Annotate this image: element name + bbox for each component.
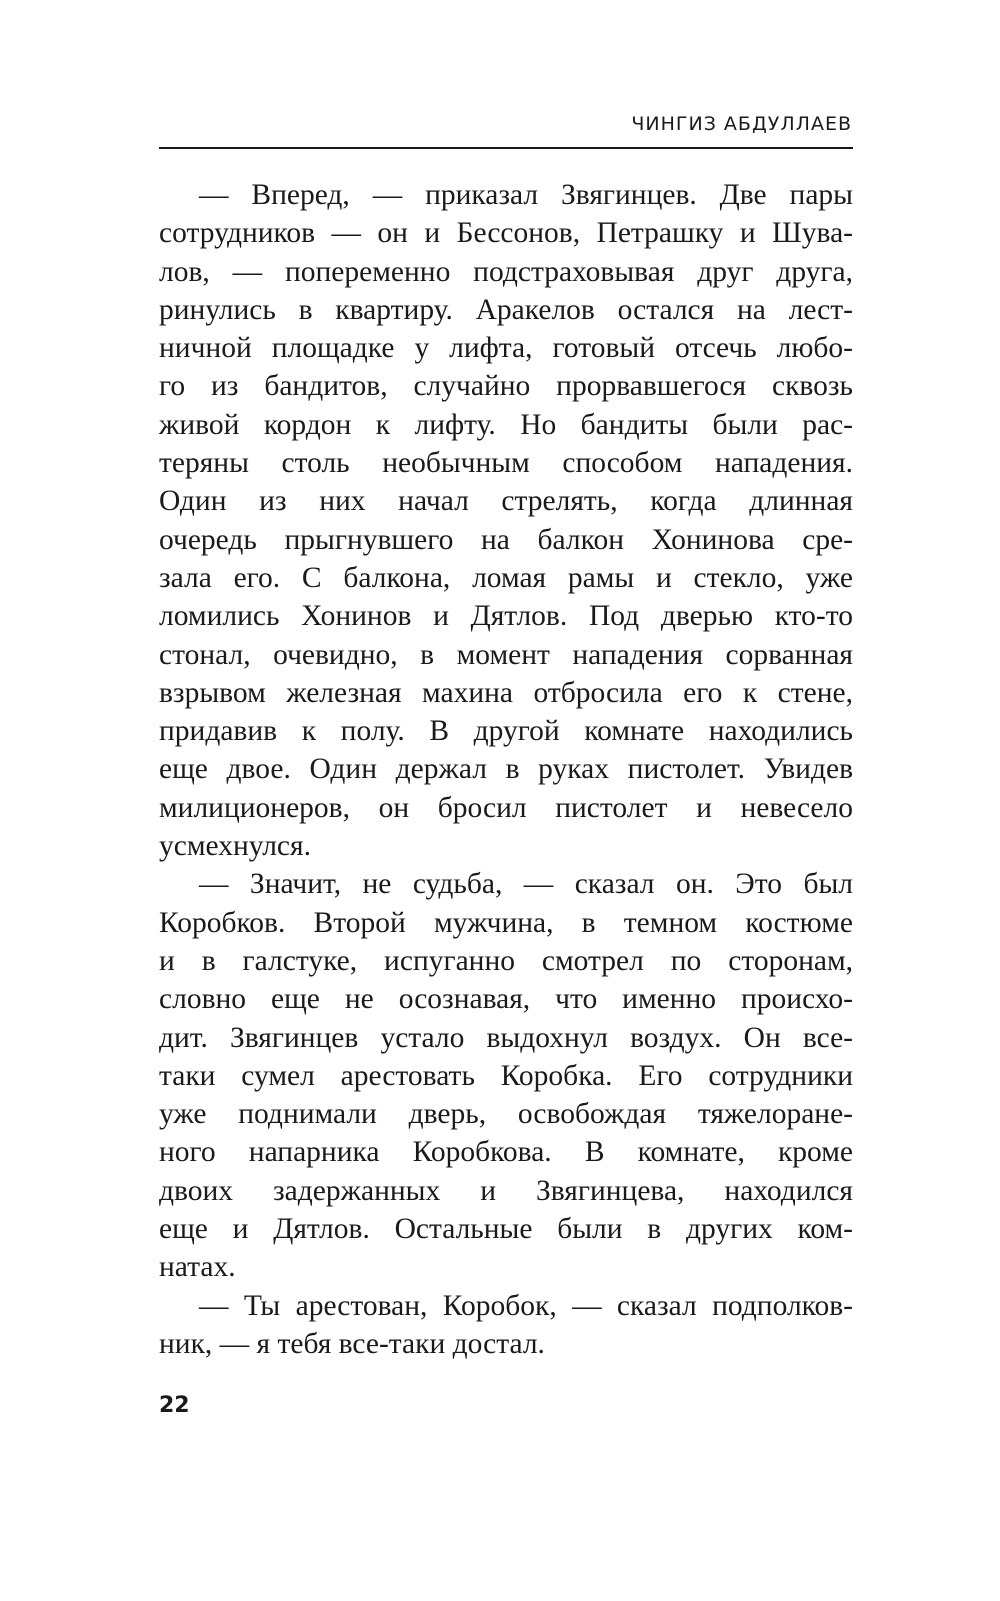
text-line: Один из них начал стрелять, когда длинная [159,485,853,518]
text-line: двоих задержанных и Звягинцева, находился [159,1174,853,1207]
text-line: лов, — попеременно подстраховывая друг друга, [159,255,853,288]
text-line: уже поднимали дверь, освобождая тяжелоране- [159,1098,853,1131]
text-line: зала его. С балкона, ломая рамы и стекло, уже [159,561,853,594]
text-line: ного напарника Коробкова. В комнате, кроме [159,1136,853,1169]
text-line: усмехнулся. [159,830,311,863]
page-number: 22 [159,1393,190,1418]
text-line: таки сумел арестовать Коробка. Его сотрудники [159,1059,853,1092]
text-line: ник, — я тебя все-таки достал. [159,1327,545,1360]
text-line: еще и Дятлов. Остальные были в других ком- [159,1213,853,1246]
body-text [159,176,853,1363]
text-line: ничной площадке у лифта, готовый отсечь любо- [159,332,853,365]
text-line: придавив к полу. В другой комнате находились [159,715,853,748]
text-line: сотрудников — он и Бессонов, Петрашку и Шува- [159,217,853,250]
text-line: Коробков. Второй мужчина, в темном костюме [159,906,853,939]
text-line: очередь прыгнувшего на балкон Хонинова сре- [159,523,853,556]
text-line: теряны столь необычным способом нападения. [159,447,853,480]
text-line: еще двое. Один держал в руках пистолет. Увидев [159,753,853,786]
text-line: ломились Хонинов и Дятлов. Под дверью кто-то [159,600,853,633]
text-line: милиционеров, он бросил пистолет и невесело [159,791,853,824]
running-head: ЧИНГИЗ АБДУЛЛАЕВ [631,113,852,135]
text-line: взрывом железная махина отбросила его к стене, [159,676,853,709]
text-line: — Ты арестован, Коробок, — сказал подполков- [199,1289,853,1322]
text-line: ринулись в квартиру. Аракелов остался на лест- [159,293,853,326]
text-line: го из бандитов, случайно прорвавшегося сквозь [159,370,853,403]
text-line: словно еще не осознавая, что именно происхо- [159,983,853,1016]
text-line: живой кордон к лифту. Но бандиты были рас- [159,408,853,441]
text-line: и в галстуке, испуганно смотрел по сторонам, [159,944,853,977]
text-line: стонал, очевидно, в момент нападения сорванная [159,638,853,671]
text-line: натах. [159,1251,236,1284]
text-line: — Значит, не судьба, — сказал он. Это был [199,868,853,901]
text-line: дит. Звягинцев устало выдохнул воздух. Он все- [159,1021,853,1054]
text-line: — Вперед, — приказал Звягинцев. Две пары [199,179,853,211]
header-rule [159,147,853,149]
